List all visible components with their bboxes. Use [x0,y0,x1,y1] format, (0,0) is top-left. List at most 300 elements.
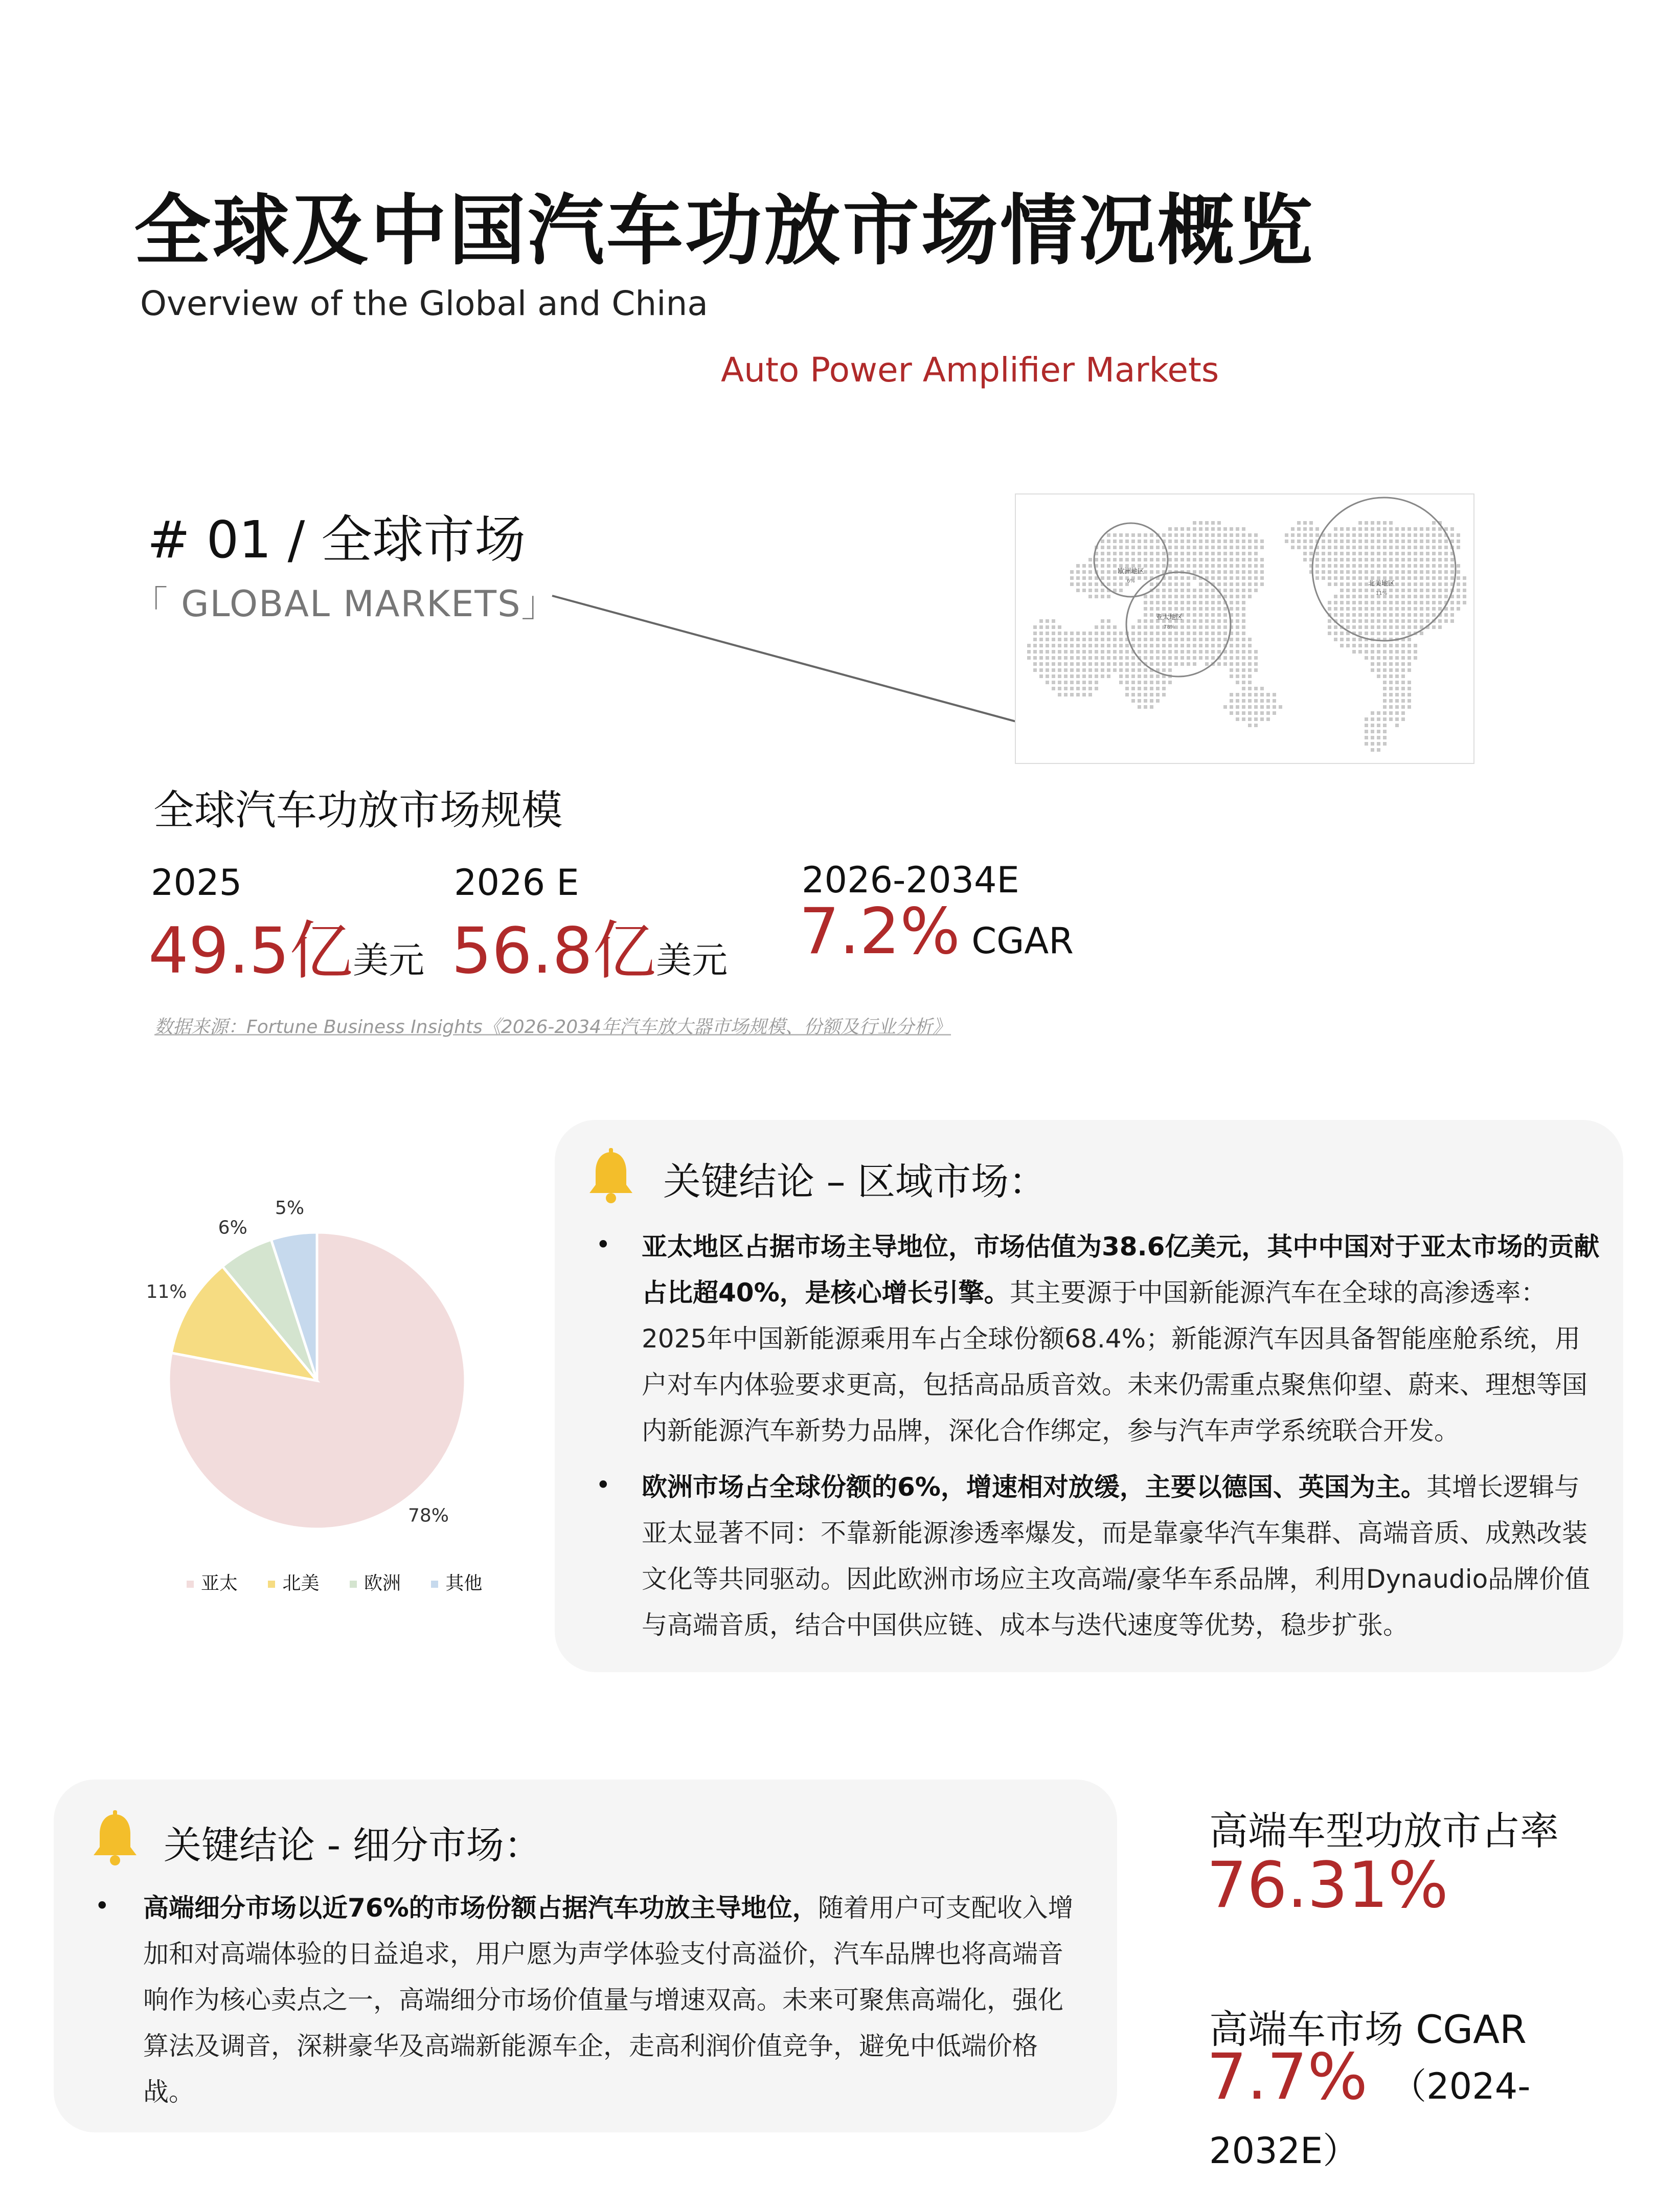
map-dot [1438,546,1442,549]
map-dot [1377,539,1380,543]
legend-label-asia: 亚太 [201,1573,238,1594]
map-dot [1365,589,1368,592]
map-dot [1180,644,1184,647]
map-dot [1450,576,1454,580]
map-dot [1107,539,1110,543]
map-dot [1236,638,1239,641]
map-dot [1223,570,1227,574]
map-dot [1131,674,1135,678]
map-dot [1328,546,1331,549]
map-dot [1193,662,1196,666]
map-dot [1144,632,1147,635]
map-dot [1266,693,1270,696]
map-dot [1340,582,1344,586]
pie-legend [187,1569,507,1595]
map-dot [1248,705,1252,709]
map-dot [1107,533,1110,537]
map-dot [1095,625,1098,629]
map-dot [1432,607,1436,611]
map-dot [1082,564,1086,568]
map-dot [1340,552,1344,555]
map-dot [1193,546,1196,549]
map-dot [1064,668,1068,672]
high-end-cgar [1207,2040,1531,2114]
map-dot [1420,601,1423,604]
map-dot [1426,595,1429,598]
map-dot [1119,582,1123,586]
map-dot [1371,533,1374,537]
map-dot [1193,632,1196,635]
world-map [1015,493,1474,764]
map-dot [1426,619,1429,623]
map-dot [1248,582,1252,586]
map-dot [1426,564,1429,568]
bullet-dot: • [596,1470,611,1500]
map-dot [1230,693,1233,696]
map-dot [1383,724,1387,727]
map-dot [1113,533,1117,537]
map-dot [1463,601,1466,604]
map-dot [1395,552,1399,555]
map-dot [1187,662,1190,666]
map-dot [1199,582,1202,586]
map-dot [1248,570,1252,574]
map-dot [1168,656,1172,660]
map-dot [1107,632,1110,635]
legend-swatch-other [431,1581,438,1588]
map-dot [1236,662,1239,666]
map-dot [1156,607,1160,611]
map-dot [1236,650,1239,654]
map-dot [1180,656,1184,660]
map-dot [1248,589,1252,592]
map-dot [1138,668,1141,672]
map-dot [1205,656,1209,660]
map-dot [1082,589,1086,592]
map-dot [1150,552,1153,555]
map-dot [1039,650,1043,654]
map-dot [1144,546,1147,549]
map-dot [1450,564,1454,568]
segment-bullet-1-text: 随着用户可支配收入增加和对高端体验的日益追求，用户愿为声学体验支付高溢价，汽车品牌也将高端音响作为核心卖点之一，高端细分市场价值量与增速双高。未来可聚焦高端化，强化算法及调音，深耕豪华及高端新能源车企，走高利润价值竞争，避免中低端价格战。 [143,1893,1074,2107]
map-dot [1211,601,1215,604]
map-dot [1389,693,1393,696]
map-dot [1174,638,1178,641]
map-dot [1297,521,1301,525]
map-dot [1131,558,1135,561]
map-dot [1395,668,1399,672]
map-dot [1248,687,1252,690]
map-dot [1352,607,1356,611]
map-dot [1450,607,1454,611]
map-dot [1150,607,1153,611]
map-dot [1223,552,1227,555]
map-dot [1371,742,1374,746]
map-dot [1150,564,1153,568]
map-dot [1211,595,1215,598]
map-dot [1180,662,1184,666]
map-dot [1046,632,1049,635]
map-dot [1340,589,1344,592]
map-dot [1254,576,1258,580]
map-dot [1211,607,1215,611]
map-dot [1150,687,1153,690]
map-dot [1389,699,1393,703]
map-dot [1426,607,1429,611]
map-dot [1248,724,1252,727]
map-dot [1352,595,1356,598]
map-dot [1180,582,1184,586]
map-dot [1199,644,1202,647]
map-dot [1230,589,1233,592]
map-dot [1138,699,1141,703]
map-dot [1248,576,1252,580]
map-dot [1039,619,1043,623]
region-bullet-1-bold: 亚太地区占据市场主导地位，市场估值为38.6亿美元，其中中国对于亚太市场的贡献占比超40%，是核心增长引擎。 [642,1232,1600,1308]
map-dot [1107,564,1110,568]
map-dot [1064,693,1068,696]
map-dot [1125,668,1129,672]
map-dot [1107,558,1110,561]
map-dot [1371,711,1374,715]
map-dot [1187,558,1190,561]
map-dot [1414,595,1417,598]
map-dot [1407,546,1411,549]
map-dot [1365,632,1368,635]
map-dot [1205,607,1209,611]
map-dot [1322,570,1325,574]
legend-item-asia [187,1573,238,1594]
map-dot [1383,632,1387,635]
map-dot [1365,619,1368,623]
map-dot [1138,687,1141,690]
map-dot [1095,668,1098,672]
map-dot [1217,619,1221,623]
map-dot [1095,595,1098,598]
map-dot [1242,570,1245,574]
map-dot [1082,638,1086,641]
map-dot [1322,546,1325,549]
map-dot [1395,607,1399,611]
high-end-share-value: 76.31% [1207,1849,1448,1922]
map-dot [1365,527,1368,531]
map-dot [1193,607,1196,611]
map-dot [1230,570,1233,574]
map-dot [1217,607,1221,611]
map-dot [1322,539,1325,543]
map-dot [1131,632,1135,635]
map-dot [1138,681,1141,684]
map-dot [1407,601,1411,604]
map-dot [1242,582,1245,586]
map-dot [1414,650,1417,654]
map-dot [1248,533,1252,537]
map-dot [1371,595,1374,598]
legend-swatch-north-america [268,1581,275,1588]
map-dot [1389,632,1393,635]
map-dot [1457,607,1460,611]
map-dot [1107,619,1110,623]
subtitle-en-line2: Auto Power Amplifier Markets [721,350,1219,390]
map-dot [1223,662,1227,666]
map-dot [1401,644,1405,647]
map-dot [1414,656,1417,660]
map-dot [1205,632,1209,635]
map-dot [1242,546,1245,549]
map-dot [1162,533,1166,537]
map-dot [1463,589,1466,592]
map-dot [1174,533,1178,537]
map-dot [1340,527,1344,531]
map-dot [1358,638,1362,641]
map-dot [1254,711,1258,715]
map-dot [1438,539,1442,543]
map-dot [1444,570,1448,574]
map-dot [1377,533,1380,537]
map-dot [1407,607,1411,611]
map-dot [1095,656,1098,660]
map-dot [1383,711,1387,715]
map-dot [1187,546,1190,549]
map-dot [1205,570,1209,574]
map-dot [1039,656,1043,660]
map-dot [1174,650,1178,654]
map-dot [1217,632,1221,635]
map-dot [1315,570,1319,574]
map-dot [1401,705,1405,709]
map-dot [1236,644,1239,647]
map-dot [1088,656,1092,660]
map-dot [1205,564,1209,568]
map-dot [1248,711,1252,715]
map-dot [1101,625,1104,629]
map-dot [1346,546,1350,549]
map-dot [1076,638,1080,641]
map-dot [1315,558,1319,561]
map-dot [1401,693,1405,696]
map-dot [1088,650,1092,654]
map-dot [1211,656,1215,660]
legend-swatch-asia [187,1581,194,1588]
map-dot [1254,705,1258,709]
map-dot [1082,576,1086,580]
map-dot [1352,644,1356,647]
map-dot [1365,533,1368,537]
map-dot [1217,546,1221,549]
map-dot [1389,570,1393,574]
map-dot [1383,650,1387,654]
map-dot [1150,656,1153,660]
map-dot [1039,625,1043,629]
map-dot [1365,613,1368,617]
map-dot [1457,533,1460,537]
map-dot [1180,625,1184,629]
map-dot [1395,546,1399,549]
map-dot [1119,662,1123,666]
map-dot [1248,644,1252,647]
map-dot [1076,693,1080,696]
map-dot [1199,650,1202,654]
map-dot [1358,527,1362,531]
map-dot [1205,625,1209,629]
map-dot [1401,681,1405,684]
section-tag: 「 GLOBAL MARKETS」 [132,583,558,625]
map-dot [1076,576,1080,580]
map-dot [1377,736,1380,739]
map-dot [1401,576,1405,580]
dotted-world-map [1016,494,1473,763]
map-dot [1414,533,1417,537]
map-dot [1242,711,1245,715]
map-dot [1223,705,1227,709]
map-dot [1162,564,1166,568]
map-dot [1211,546,1215,549]
map-dot [1401,687,1405,690]
year-range: 2026-2034E [802,859,1019,901]
map-dot [1401,613,1405,617]
map-dot [1162,607,1166,611]
map-dot [1340,576,1344,580]
map-dot [1162,558,1166,561]
map-dot [1401,717,1405,721]
map-dot [1352,613,1356,617]
map-dot [1064,632,1068,635]
map-dot [1223,656,1227,660]
map-dot [1088,693,1092,696]
map-dot [1052,662,1055,666]
map-dot [1058,650,1061,654]
map-dot [1401,582,1405,586]
map-dot [1260,582,1264,586]
map-dot [1426,539,1429,543]
map-dot [1383,601,1387,604]
map-dot [1193,570,1196,574]
map-dot [1064,650,1068,654]
map-dot [1414,625,1417,629]
map-dot [1346,589,1350,592]
map-dot [1205,552,1209,555]
map-dot [1395,613,1399,617]
map-dot [1052,656,1055,660]
map-dot [1174,546,1178,549]
segment-conclusion-card [54,1780,1117,2132]
map-dot [1340,638,1344,641]
map-dot [1426,613,1429,617]
map-dot [1389,711,1393,715]
map-dot [1199,527,1202,531]
map-dot [1162,632,1166,635]
map-dot [1383,687,1387,690]
map-dot [1371,601,1374,604]
map-dot [1039,662,1043,666]
map-dot [1144,552,1147,555]
map-dot [1113,668,1117,672]
map-dot [1217,558,1221,561]
map-dot [1217,662,1221,666]
map-dot [1365,539,1368,543]
map-dot [1401,546,1405,549]
map-dot [1187,552,1190,555]
map-dot [1358,607,1362,611]
high-end-cgar-label: 高端车市场 CGAR [1209,2007,1527,2052]
map-dot [1438,589,1442,592]
map-dot [1352,527,1356,531]
map-dot [1346,601,1350,604]
map-dot [1205,644,1209,647]
map-dot [1082,674,1086,678]
map-dot [1401,674,1405,678]
map-dot [1144,607,1147,611]
map-dot [1027,644,1031,647]
map-dot [1076,687,1080,690]
map-dot [1242,613,1245,617]
map-dot [1039,632,1043,635]
map-dot [1070,582,1074,586]
map-dot [1358,625,1362,629]
map-dot [1088,589,1092,592]
map-dot [1328,570,1331,574]
map-dot [1414,539,1417,543]
map-dot [1230,638,1233,641]
map-dot [1340,533,1344,537]
map-dot [1401,595,1405,598]
map-dot [1187,625,1190,629]
map-dot [1371,748,1374,752]
map-dot [1217,552,1221,555]
map-dot [1383,613,1387,617]
data-source: 数据来源：Fortune Business Insights《2026-2034年汽车放大器市场规模、份额及行业分析》 [154,1017,951,1038]
map-dot [1407,625,1411,629]
map-dot [1328,576,1331,580]
map-dot [1144,693,1147,696]
map-dot [1125,539,1129,543]
map-dot [1242,527,1245,531]
map-dot [1150,632,1153,635]
map-dot [1236,595,1239,598]
legend-label-north-america: 北美 [282,1573,320,1594]
map-dot [1107,582,1110,586]
map-dot [1334,539,1337,543]
map-dot [1058,625,1061,629]
map-dot [1365,601,1368,604]
map-dot [1082,662,1086,666]
map-dot [1174,582,1178,586]
map-dot [1365,564,1368,568]
map-dot [1266,705,1270,709]
bell-icon [585,1148,637,1204]
map-dot [1407,619,1411,623]
map-dot [1297,533,1301,537]
map-dot [1383,662,1387,666]
map-dot [1046,674,1049,678]
map-dot [1211,632,1215,635]
map-dot [1162,582,1166,586]
map-dot [1144,539,1147,543]
value-cgar-number: 7.2% [799,895,961,969]
map-dot [1211,589,1215,592]
map-dot [1088,687,1092,690]
map-dot [1064,656,1068,660]
map-dot [1242,693,1245,696]
map-dot [1371,619,1374,623]
map-dot [1377,662,1380,666]
map-dot [1138,552,1141,555]
map-dot [1389,717,1393,721]
map-dot [1260,687,1264,690]
map-dot [1260,564,1264,568]
map-dot [1389,668,1393,672]
map-dot [1187,650,1190,654]
